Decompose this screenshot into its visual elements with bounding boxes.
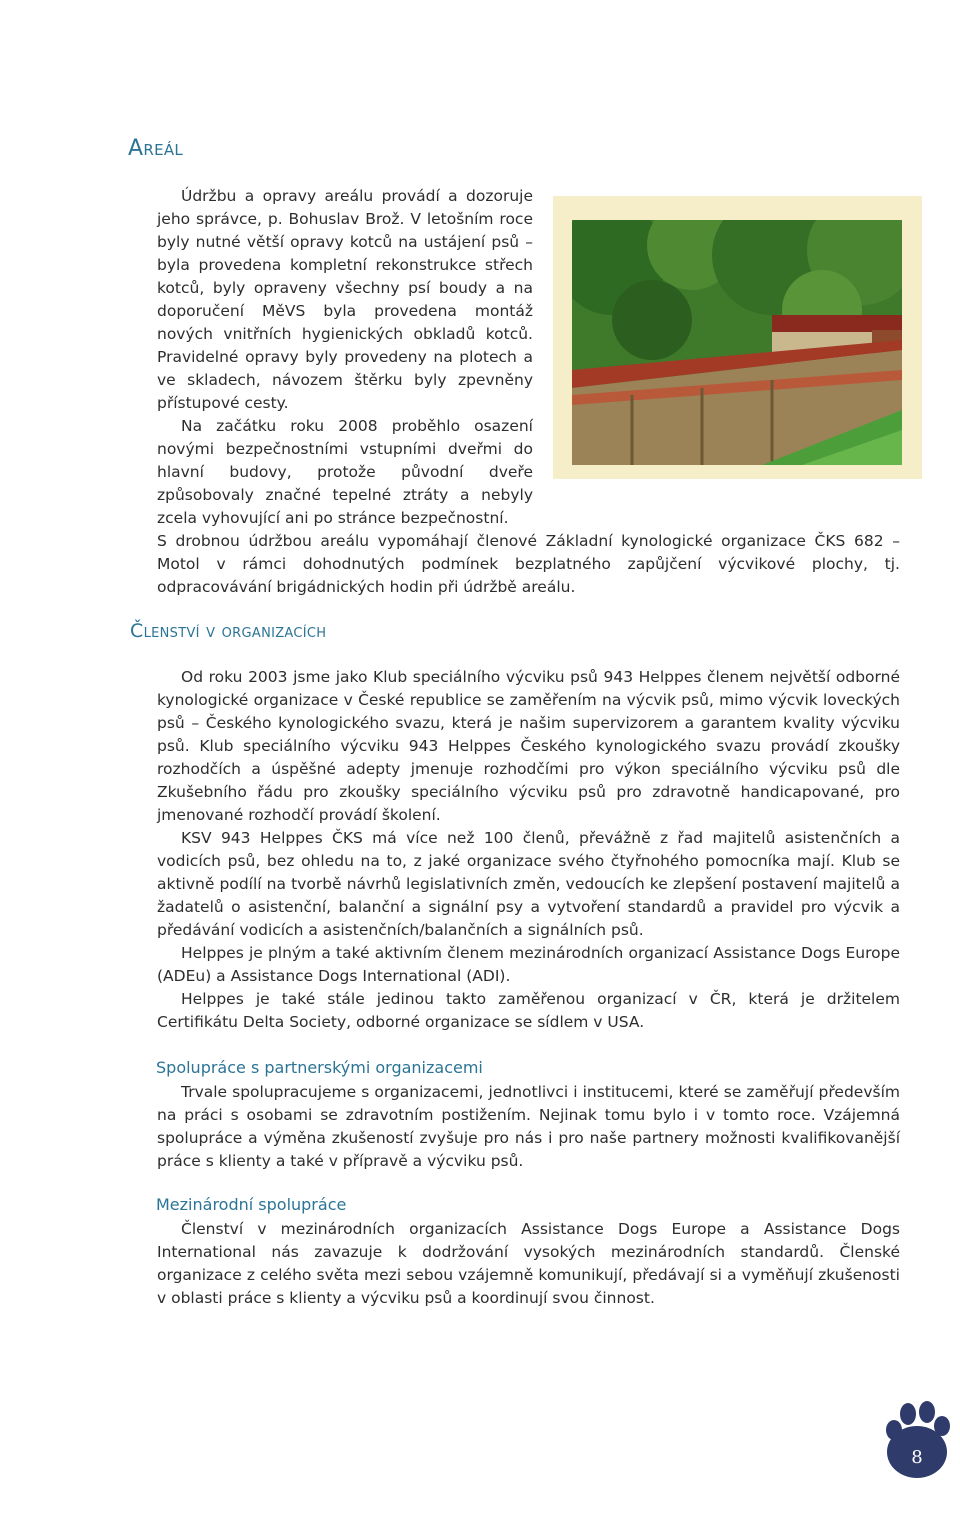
mezinarodni-paragraph: Členství v mezinárodních organizacích Assistance Dogs Europe a Assistance Dogs International nás zavazuje k dodržování vysokých mezinárodních standardů. Členské organizace z celého světa mezi sebou vzájemně komunikují, předávají si a vyměňují zkušenosti v oblasti práce s klienty a výcviku psů a koordinují svou činnost. (157, 1220, 900, 1307)
areal-paragraph-1: Údržbu a opravy areálu provádí a dozoruje jeho správce, p. Bohuslav Brož. V letošním roce byly nutné větší opravy kotců na ustájení psů – byla provedena kompletní rekonstrukce střech kotců, byly opraveny všechny psí boudy a na doporučení MěVS byla provedena montáž nových vnitřních hygienických obkladů kotců. Pravidelné opravy byly provedeny na plotech a ve skladech, návozem štěrku byly zpevněny přístupové cesty. (157, 187, 533, 412)
clenstvi-paragraph-2: KSV 943 Helppes ČKS má více než 100 členů, převážně z řad majitelů asistenčních a vodicích psů, bez ohledu na to, z jaké organizace svého čtyřnohého pomocníka mají. Klub se aktivně podílí na tvorbě návrhů legislativních změn, vedoucích ke zlepšení postavení majitelů a žadatelů o asistenční, balanční a signální psy a vytvoření standardů a pravidel pro výcvik a předávání vodicích a asistenčních/balančních a signálních psů. (157, 829, 900, 939)
spoluprace-paragraph: Trvale spolupracujeme s organizacemi, jednotlivci i institucemi, které se zaměřují především na práci s osobami se zdravotním postižením. Nejinak tomu bylo i v tomto roce. Vzájemná spolupráce a výměna zkušeností zvyšuje pro nás i pro naše partnery možnosti kvalifikovanější práce s klienty a také v přípravě a výcviku psů. (157, 1083, 900, 1170)
areal-paragraph-2: Na začátku roku 2008 proběhlo osazení novými bezpečnostními vstupními dveřmi do hlavní budovy, protože původní dveře způsobovaly značné tepelné ztráty a nebyly zcela vyhovující ani po stránce bezpečnostní. (157, 417, 533, 527)
paw-print-icon (884, 1400, 954, 1480)
heading-areal: Areál (128, 136, 184, 161)
areal-paragraph-3: S drobnou údržbou areálu vypomáhají členové Základní kynologické organizace ČKS 682 – Motol v rámci dohodnutých podmínek bezplatného zapůjčení výcvikové plochy, tj. odpracovávání brigádnických hodin při údržbě areálu. (157, 532, 900, 596)
clenstvi-paragraph-4: Helppes je také stále jedinou takto zaměřenou organizací v ČR, která je držitelem Certifikátu Delta Society, odborné organizace se sídlem v USA. (157, 990, 900, 1031)
clenstvi-paragraph-1: Od roku 2003 jsme jako Klub speciálního výcviku psů 943 Helppes členem největší odborné kynologické organizace v České republice se zaměřením na výcvik psů, mimo výcvik loveckých psů – Českého kynologického svazu, která je našim supervizorem a garantem kvality výcviku psů. Klub speciálního výcviku 943 Helppes Českého kynologického svazu provádí zkoušky rozhodčích a úspěšné adepty jmenuje rozhodčími pro výkon speciálního výcviku psů dle Zkušebního řádu pro zkoušky speciálního výcviku psů pro zdravotně handicapované, pro jmenované rozhodčí provádí školení. (157, 668, 900, 824)
kennels-photo (572, 220, 902, 465)
subheading-mezinarodni: Mezinárodní spolupráce (156, 1195, 347, 1214)
subheading-spoluprace: Spolupráce s partnerskými organizacemi (156, 1058, 483, 1077)
page-number: 8 (911, 1447, 923, 1468)
photo-frame (553, 196, 922, 479)
heading-clenstvi: Členství v organizacích (130, 620, 327, 642)
clenstvi-paragraph-3: Helppes je plným a také aktivním členem mezinárodních organizací Assistance Dogs Europe (ADEu) a Assistance Dogs International (ADI). (157, 944, 900, 985)
